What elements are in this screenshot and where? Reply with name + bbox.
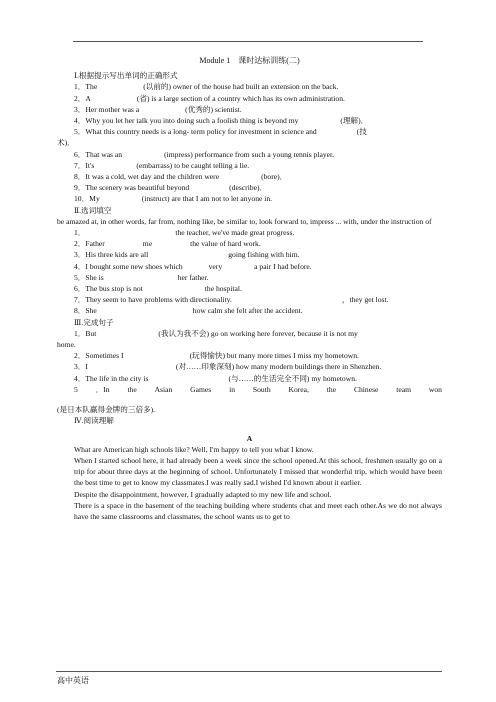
passage-para-1: What are American high schools like? Well, I'm happy to tell you what I know.	[74, 444, 314, 454]
footer-label: 高中英语	[57, 676, 89, 685]
header-rule	[73, 41, 423, 42]
passage-para-2: When I started school here, it had already been a week since the school opened.At this school, freshmen usually go on a trip for about three days at the beginning of school. Unfortunately I missed that wonderful trip, which would have been the best time to get to know my classmates.I was really sad.I wished I'd known about it earlier.	[74, 455, 442, 488]
section-3-heading: Ⅲ.完成句子	[74, 317, 114, 327]
section-4-heading: Ⅳ.阅读理解	[74, 416, 114, 426]
s3-item-1: 1．But (我认为我不会) go on working here forever, because it is not my	[74, 328, 358, 338]
s2-item-7: 7．They seem to have problems with directionality. ，they get lost.	[74, 295, 389, 305]
s2-item-8: 8．She how calm she felt after the accident.	[74, 306, 303, 316]
page-title: Module 1 课时达标训练(二)	[199, 56, 300, 65]
s1-item-8: 8．It was a cold, wet day and the children were (bore)．	[74, 172, 288, 182]
s1-item-9: 9．The scenery was beautiful beyond (describe)．	[74, 183, 268, 193]
s2-item-1: 1． the teacher, we've made great progress.	[74, 228, 295, 238]
s3-item-5: 5 ．In the Asian Games in South Korea, the Chinese team won	[74, 384, 442, 394]
s1-item-7: 7．It's (embarrass) to be caught telling a lie.	[74, 160, 250, 170]
word-box: be amazed at, in other words, far from, nothing like, be similar to, look forward to, impress ... with, under the instruction of	[57, 216, 432, 226]
passage-para-3: Despite the disappointment, however, I gradually adapted to my new life and school.	[74, 489, 332, 499]
s3-item-1-cont: home.	[57, 340, 76, 350]
s3-item-3: 3．I (对……印象深刻) how many modern buildings there in Shenzhen.	[74, 362, 382, 372]
s1-item-10: 10．My (instruct) are that I am not to let anyone in.	[74, 194, 273, 204]
section-2-heading: Ⅱ.选词填空	[74, 205, 112, 215]
s1-item-5-cont: 术)．	[57, 138, 75, 148]
footer-rule	[56, 671, 442, 672]
section-1-heading: Ⅰ.根据提示写出单词的正确形式	[74, 71, 178, 81]
s1-item-5: 5．What this country needs is a long- term policy for investment in science and (技	[74, 127, 367, 137]
passage-label: A	[246, 433, 253, 443]
worksheet	[57, 55, 442, 522]
s1-item-1: 1．The (以前的) owner of the house had built an extension on the back.	[74, 82, 339, 92]
s2-item-4: 4．I bought some new shoes which very a pair I had before.	[74, 261, 312, 271]
s2-item-2: 2．Father me the value of hard work.	[74, 239, 261, 249]
s2-item-5: 5．She is her father.	[74, 272, 209, 282]
s1-item-3: 3．Her mother was a (优秀的) scientist.	[74, 104, 242, 114]
s3-item-4: 4．The life in the city is (与……的生活完全不同) my hometown.	[74, 373, 357, 383]
s2-item-6: 6．The bus stop is not the hospital.	[74, 284, 242, 294]
s1-item-6: 6．That was an (impress) performance from such a young tennis player.	[74, 149, 335, 159]
s3-item-5-cont: (是日本队赢得金牌的三倍多).	[57, 405, 156, 415]
s1-item-2: 2．A (省) is a large section of a country which has its own administration.	[74, 93, 345, 103]
s3-item-2: 2．Sometimes I (玩得愉快) but many more times I miss my hometown.	[74, 351, 359, 361]
s1-item-4: 4．Why you let her talk you into doing such a foolish thing is beyond my (理解)．	[74, 116, 369, 126]
s2-item-3: 3．His three kids are all going fishing with him.	[74, 250, 300, 260]
passage-para-4: There is a space in the basement of the teaching building where students chat and meet each other.As we do not always have the same classrooms and classmates, the school wants us to get to	[74, 500, 442, 521]
